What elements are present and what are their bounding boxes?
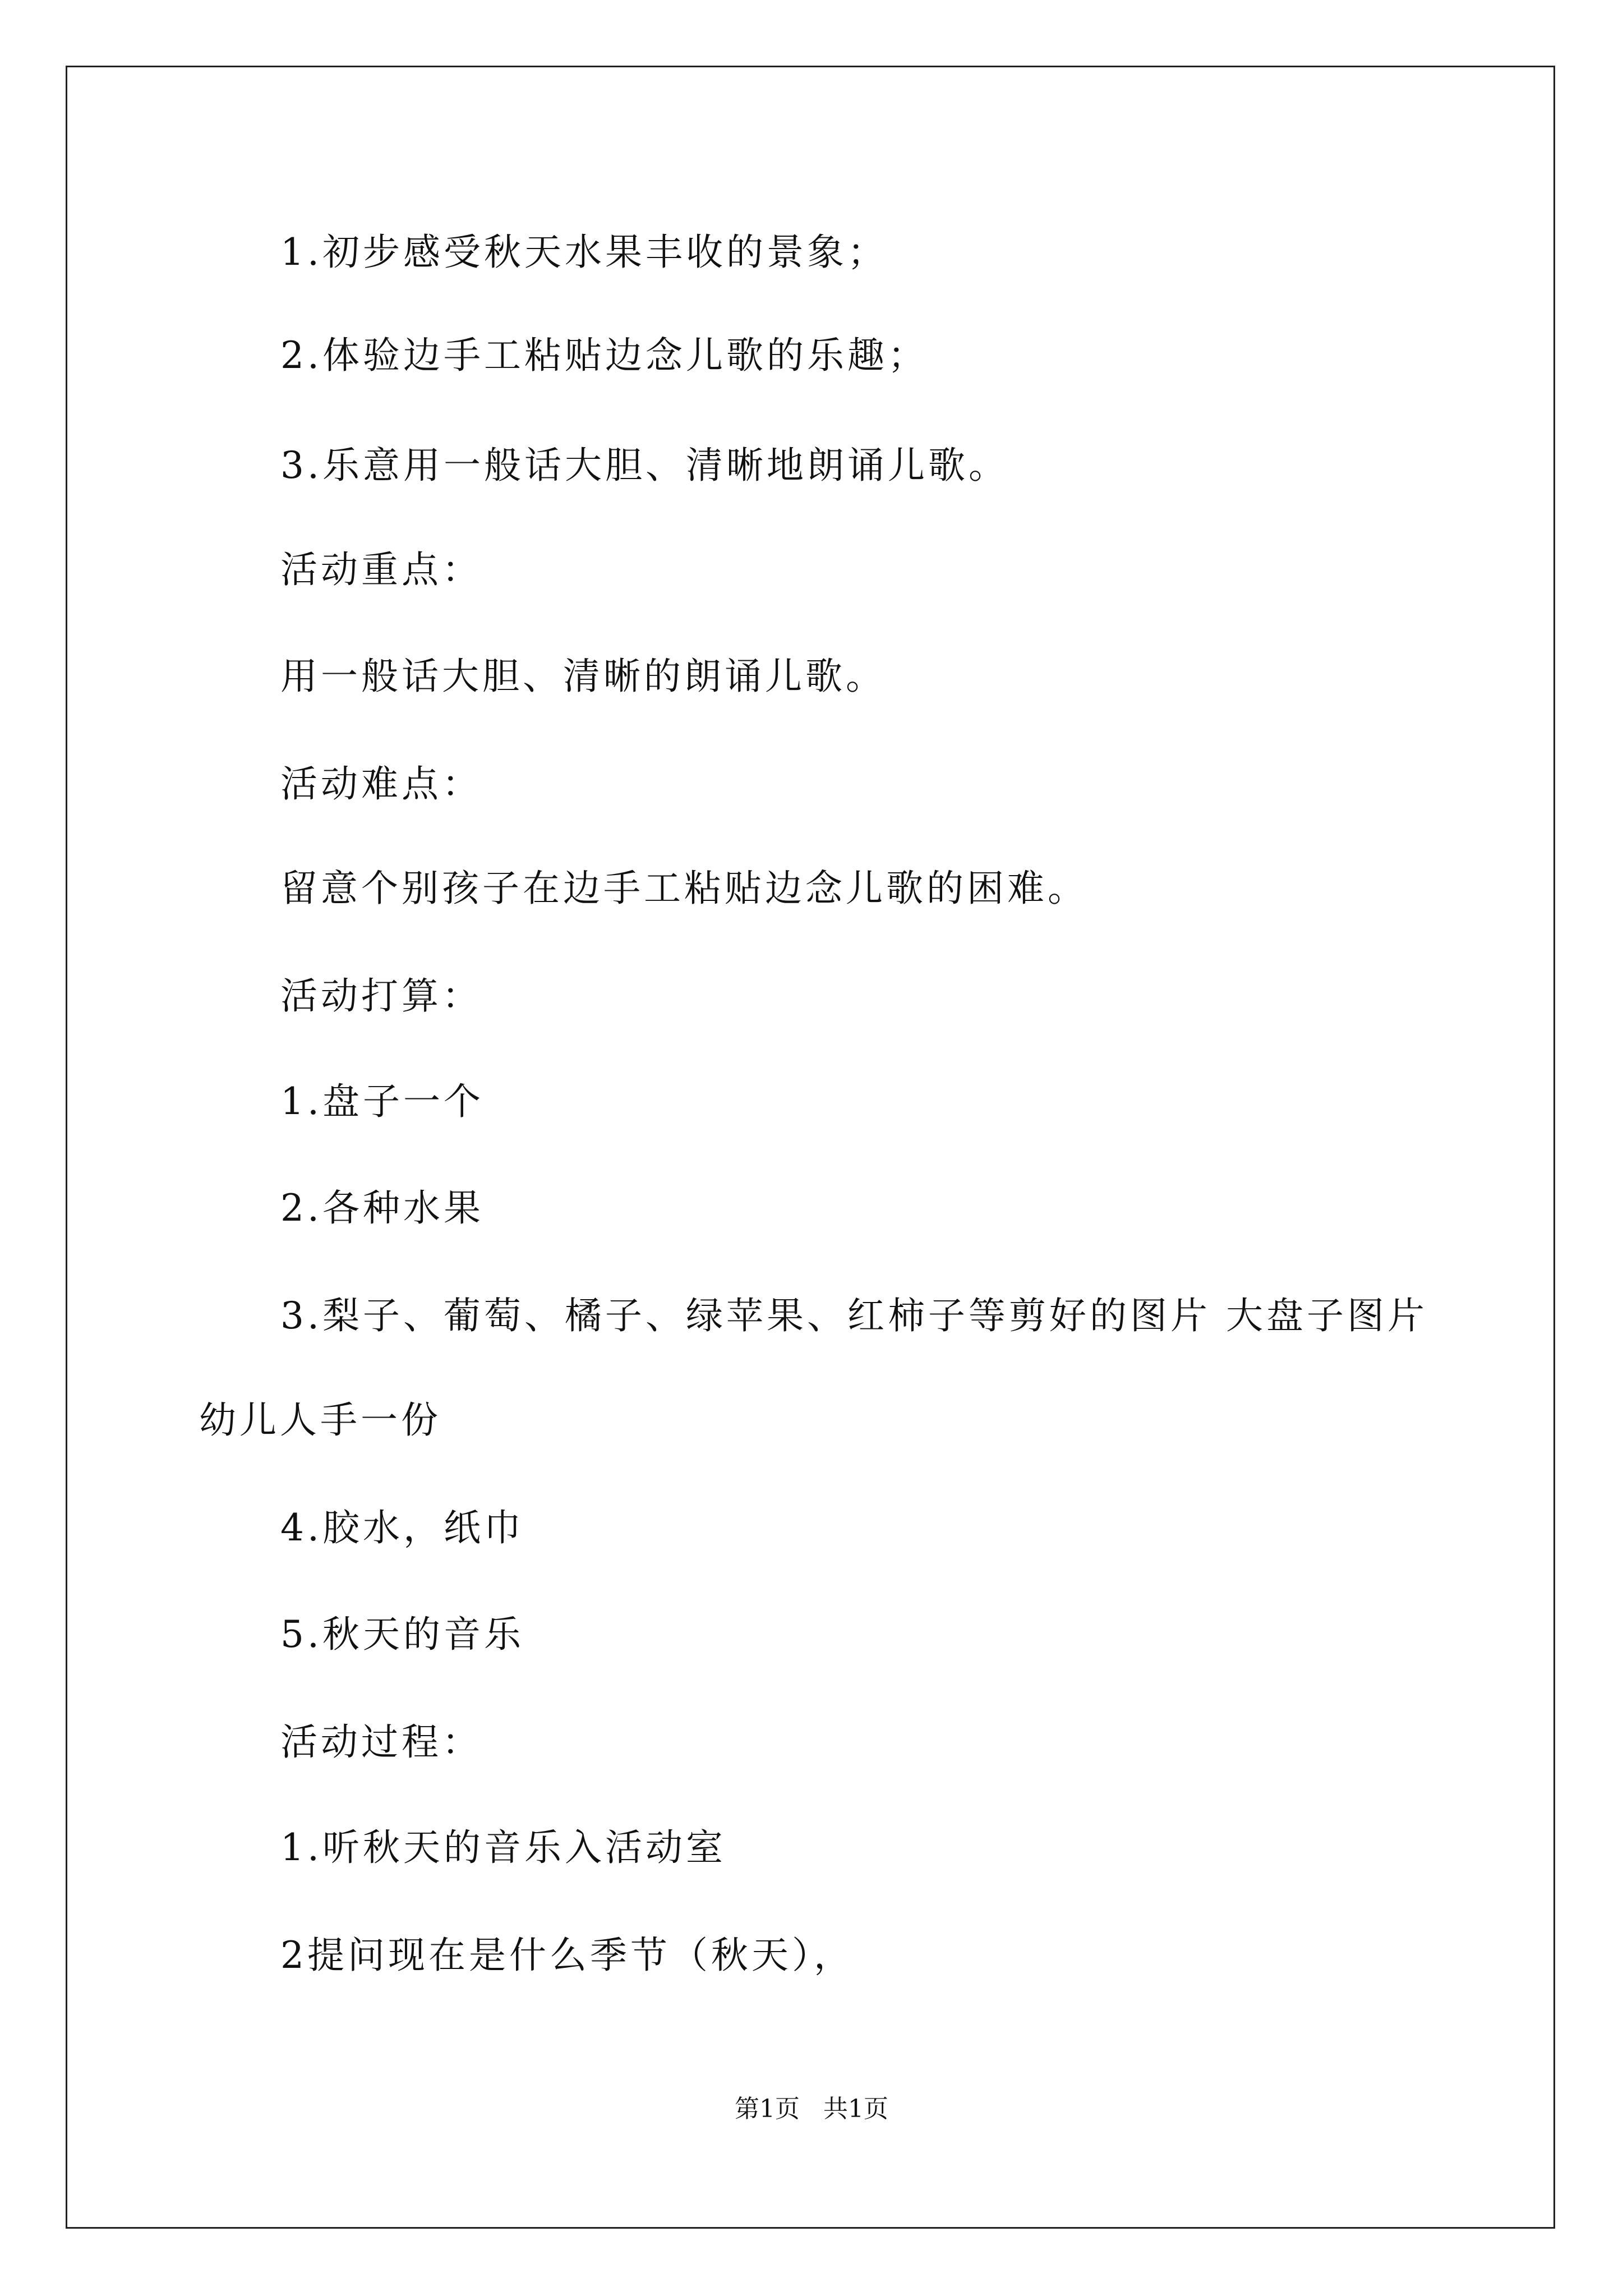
text-line: 5.秋天的音乐 <box>280 1613 524 1656</box>
text-line: 4.胶水，纸巾 <box>280 1506 524 1549</box>
text-line: 2提问现在是什么季节（秋天）， <box>280 1934 854 1977</box>
text-line: 2.各种水果 <box>280 1186 484 1230</box>
text-line: 1.盘子一个 <box>280 1080 484 1123</box>
text-line: 1.听秋天的音乐入活动室 <box>280 1826 726 1869</box>
text-line: 3.乐意用一般话大胆、清晰地朗诵儿歌。 <box>280 444 1009 487</box>
text-line: 用一般话大胆、清晰的朗诵儿歌。 <box>280 655 886 698</box>
page-border <box>66 66 1555 2229</box>
text-line: 留意个别孩子在边手工粘贴边念儿歌的困难。 <box>280 867 1088 910</box>
section-heading: 活动重点： <box>280 548 482 591</box>
text-line: 3.梨子、葡萄、橘子、绿苹果、红柿子等剪好的图片 大盘子图片 <box>280 1294 1428 1337</box>
section-heading: 活动打算： <box>280 974 482 1018</box>
page-footer: 第1页 共1页 <box>735 2095 888 2123</box>
section-heading: 活动过程： <box>280 1720 482 1764</box>
text-line: 1.初步感受秋天水果丰收的景象； <box>280 231 888 274</box>
text-line: 幼儿人手一份 <box>199 1398 441 1442</box>
text-line: 2.体验边手工粘贴边念儿歌的乐趣； <box>280 334 928 377</box>
section-heading: 活动难点： <box>280 762 482 806</box>
